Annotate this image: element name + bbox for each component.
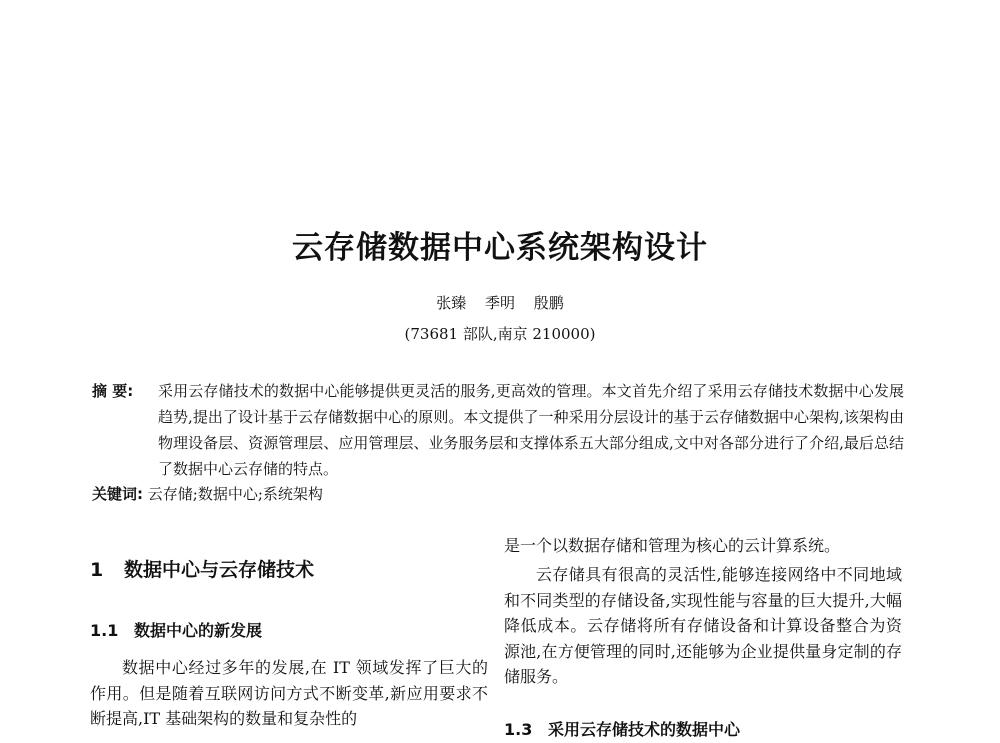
section-1-1-heading [90, 618, 262, 644]
abstract-label: 摘 要: [92, 382, 134, 400]
keywords-label: 关键词: [92, 485, 143, 503]
section-1-3-title: 采用云存储技术的数据中心 [548, 720, 741, 739]
section-1-3-heading [504, 717, 740, 743]
author-list: 张臻 季明 殷鹏 [436, 294, 564, 312]
abstract-text: 采用云存储技术的数据中心能够提供更灵活的服务,更高效的管理。本文首先介绍了采用云存储技术数据中心发展趋势,提出了设计基于云存储数据中心的原则。本文提供了一种采用分层设计的基于云存储数据中心架构,该架构由物理设备层、资源管理层、应用管理层、业务服务层和支撑体系五大部分组成,文中对各部分进行了介绍,最后总结了数据中心云存储的特点。 [158, 382, 904, 478]
section-1-1-number: 1.1 [90, 621, 119, 640]
left-paragraph-1: 数据中心经过多年的发展,在 IT 领域发挥了巨大的作用。但是随着互联网访问方式不断变革,新应用要求不断提高,IT 基础架构的数量和复杂性的 [90, 658, 488, 728]
section-1-heading [90, 558, 314, 584]
section-1-1-title: 数据中心的新发展 [134, 621, 263, 640]
section-1-title: 数据中心与云存储技术 [124, 559, 315, 581]
abstract [92, 378, 904, 482]
keywords-text: 云存储;数据中心;系统架构 [147, 485, 323, 503]
keywords [92, 482, 904, 506]
right-paragraph-1: 云存储具有很高的灵活性,能够连接网络中不同地域和不同类型的存储设备,实现性能与容量的巨大提升,大幅降低成本。云存储将所有存储设备和计算设备整合为资源池,在方便管理的同时,还能够为企业提供量身定制的存储服务。 [504, 565, 902, 686]
paper-title: 云存储数据中心系统架构设计 [292, 230, 708, 266]
section-1-3-number: 1.3 [504, 720, 533, 739]
right-paragraph-0: 是一个以数据存储和管理为核心的云计算系统。 [504, 536, 841, 555]
section-1-number: 1 [90, 559, 104, 581]
affiliation: (73681 部队,南京 210000) [404, 325, 596, 343]
